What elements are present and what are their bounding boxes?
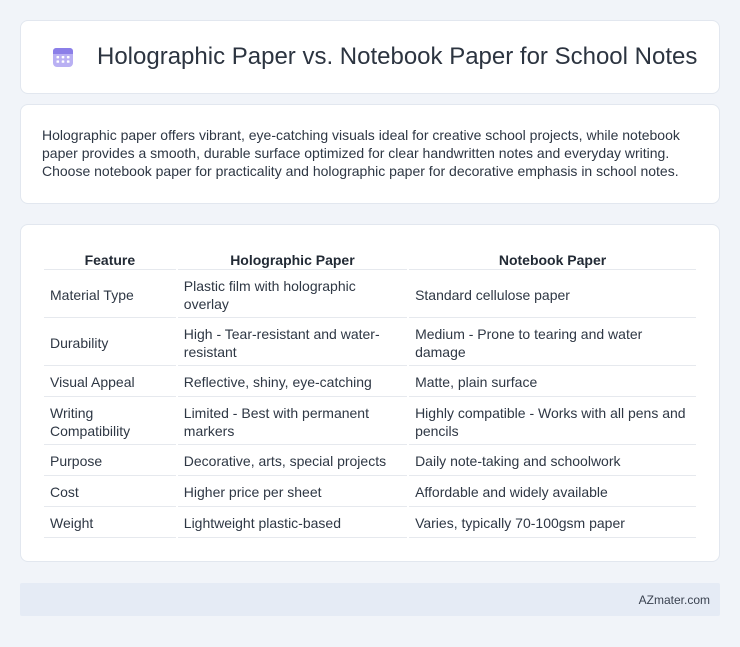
header-notebook-paper: Notebook Paper	[409, 248, 696, 270]
header-feature: Feature	[44, 248, 176, 270]
table-row	[44, 447, 696, 476]
page-title: Holographic Paper vs. Notebook Paper for School Notes	[97, 43, 698, 70]
holographic-cell: Limited - Best with permanent markers	[178, 399, 407, 445]
notebook-cell: Standard cellulose paper	[409, 272, 696, 318]
notebook-cell: Daily note-taking and schoolwork	[409, 447, 696, 476]
comparison-table	[42, 246, 698, 540]
comparison-card	[20, 224, 720, 562]
header-card	[20, 20, 720, 94]
feature-cell: Weight	[44, 509, 176, 538]
holographic-cell: Plastic film with holographic overlay	[178, 272, 407, 318]
feature-cell: Purpose	[44, 447, 176, 476]
footer-brand: AZmater.com	[638, 593, 710, 607]
holographic-cell: High - Tear-resistant and water-resistant	[178, 320, 407, 366]
calendar-icon	[51, 45, 75, 69]
header-holographic-paper: Holographic Paper	[178, 248, 407, 270]
feature-cell: Material Type	[44, 272, 176, 318]
table-row	[44, 509, 696, 538]
holographic-cell: Higher price per sheet	[178, 478, 407, 507]
table-row	[44, 320, 696, 366]
feature-cell: Cost	[44, 478, 176, 507]
feature-cell: Durability	[44, 320, 176, 366]
table-row	[44, 399, 696, 445]
footer-bar	[20, 583, 720, 616]
holographic-cell: Lightweight plastic-based	[178, 509, 407, 538]
notebook-cell: Affordable and widely available	[409, 478, 696, 507]
table-row	[44, 272, 696, 318]
table-header-row	[44, 248, 696, 270]
holographic-cell: Reflective, shiny, eye-catching	[178, 368, 407, 397]
intro-text: Holographic paper offers vibrant, eye-catching visuals ideal for creative school projects, while notebook paper provides a smooth, durable surface optimized for clear handwritten notes and everyday writing. Choose notebook paper for practicality and holographic paper for decorative emphasis in school notes.	[42, 127, 680, 179]
feature-cell: Writing Compatibility	[44, 399, 176, 445]
notebook-cell: Matte, plain surface	[409, 368, 696, 397]
notebook-cell: Varies, typically 70-100gsm paper	[409, 509, 696, 538]
feature-cell: Visual Appeal	[44, 368, 176, 397]
intro-card	[20, 104, 720, 204]
table-row	[44, 368, 696, 397]
notebook-cell: Highly compatible - Works with all pens and pencils	[409, 399, 696, 445]
table-row	[44, 478, 696, 507]
holographic-cell: Decorative, arts, special projects	[178, 447, 407, 476]
notebook-cell: Medium - Prone to tearing and water damage	[409, 320, 696, 366]
